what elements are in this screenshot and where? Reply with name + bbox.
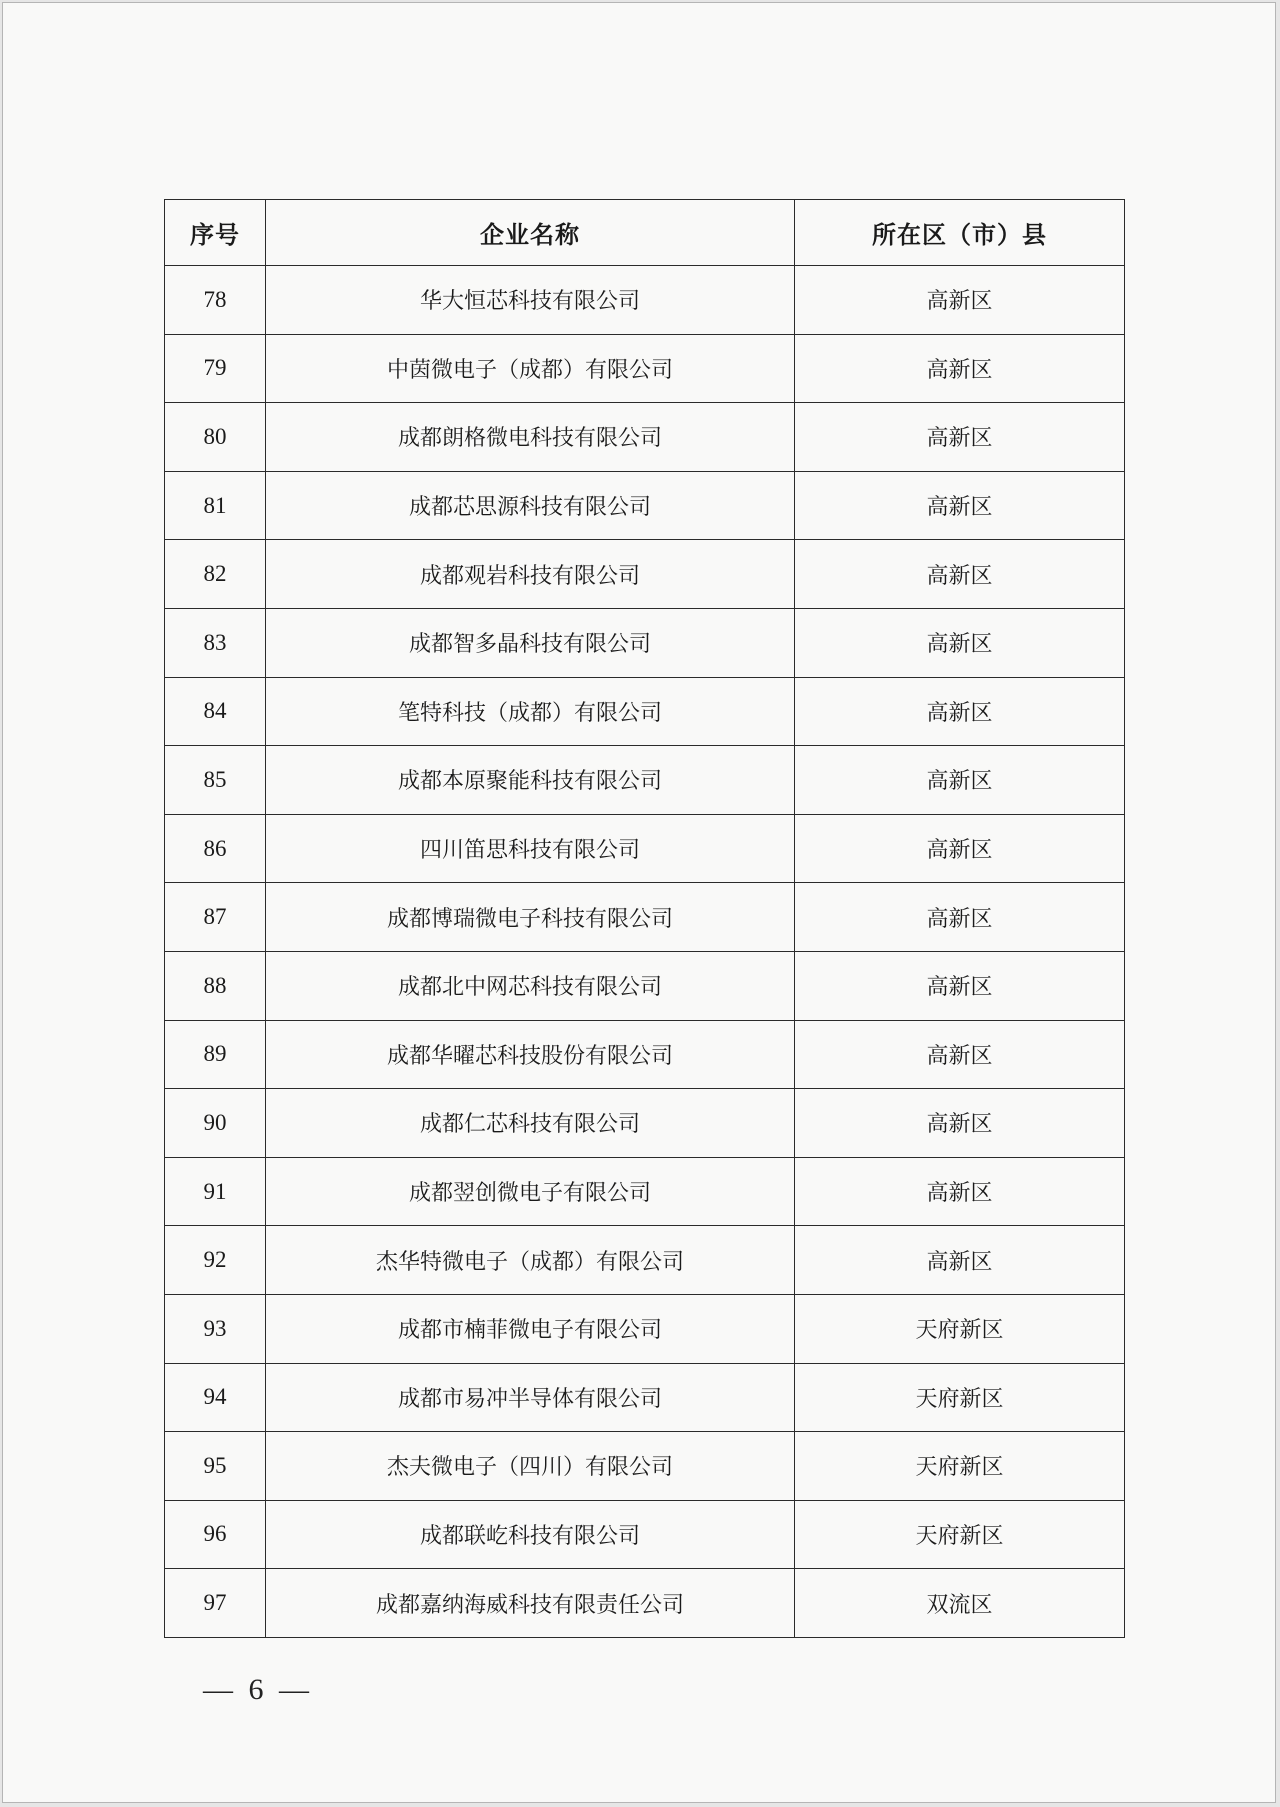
row-company-name-cell: 成都华曜芯科技股份有限公司 (266, 1020, 795, 1089)
row-seq-cell: 88 (165, 951, 266, 1020)
row-company-name-cell: 成都翌创微电子有限公司 (266, 1157, 795, 1226)
row-district-cell: 高新区 (795, 403, 1125, 472)
table-row (165, 677, 1125, 746)
row-seq-cell: 82 (165, 540, 266, 609)
table-row (165, 1294, 1125, 1363)
row-company-name-cell: 成都智多晶科技有限公司 (266, 608, 795, 677)
row-seq-cell: 81 (165, 471, 266, 540)
row-company-name-cell: 成都朗格微电科技有限公司 (266, 403, 795, 472)
row-company-name-cell: 杰华特微电子（成都）有限公司 (266, 1226, 795, 1295)
row-seq-cell: 85 (165, 746, 266, 815)
row-seq-cell: 92 (165, 1226, 266, 1295)
row-district-cell: 天府新区 (795, 1294, 1125, 1363)
row-company-name-cell: 成都嘉纳海威科技有限责任公司 (266, 1569, 795, 1638)
row-district-cell: 高新区 (795, 677, 1125, 746)
row-seq-cell: 78 (165, 266, 266, 335)
row-district-cell: 高新区 (795, 814, 1125, 883)
row-district-cell: 高新区 (795, 1226, 1125, 1295)
table-row (165, 1569, 1125, 1638)
row-district-cell: 高新区 (795, 266, 1125, 335)
table-row (165, 746, 1125, 815)
header-seq: 序号 (165, 200, 266, 266)
table-header-row (165, 200, 1125, 266)
row-company-name-cell: 华大恒芯科技有限公司 (266, 266, 795, 335)
header-district: 所在区（市）县 (795, 200, 1125, 266)
row-seq-cell: 84 (165, 677, 266, 746)
row-seq-cell: 93 (165, 1294, 266, 1363)
row-company-name-cell: 成都博瑞微电子科技有限公司 (266, 883, 795, 952)
table-row (165, 1089, 1125, 1158)
row-district-cell: 高新区 (795, 1157, 1125, 1226)
row-district-cell: 天府新区 (795, 1432, 1125, 1501)
table-row (165, 1500, 1125, 1569)
row-district-cell: 天府新区 (795, 1500, 1125, 1569)
row-seq-cell: 96 (165, 1500, 266, 1569)
row-company-name-cell: 笔特科技（成都）有限公司 (266, 677, 795, 746)
row-company-name-cell: 四川笛思科技有限公司 (266, 814, 795, 883)
row-district-cell: 高新区 (795, 540, 1125, 609)
table-row (165, 1020, 1125, 1089)
table-row (165, 1226, 1125, 1295)
row-district-cell: 高新区 (795, 334, 1125, 403)
row-district-cell: 高新区 (795, 1020, 1125, 1089)
table-row (165, 608, 1125, 677)
table-row (165, 1157, 1125, 1226)
row-seq-cell: 83 (165, 608, 266, 677)
row-district-cell: 高新区 (795, 608, 1125, 677)
row-district-cell: 天府新区 (795, 1363, 1125, 1432)
row-seq-cell: 79 (165, 334, 266, 403)
table-row (165, 883, 1125, 952)
row-company-name-cell: 成都市易冲半导体有限公司 (266, 1363, 795, 1432)
row-company-name-cell: 杰夫微电子（四川）有限公司 (266, 1432, 795, 1501)
row-seq-cell: 89 (165, 1020, 266, 1089)
row-company-name-cell: 成都市楠菲微电子有限公司 (266, 1294, 795, 1363)
row-seq-cell: 86 (165, 814, 266, 883)
table-row (165, 334, 1125, 403)
document-page (2, 2, 1276, 1803)
row-company-name-cell: 成都观岩科技有限公司 (266, 540, 795, 609)
table-row (165, 403, 1125, 472)
row-district-cell: 高新区 (795, 1089, 1125, 1158)
company-table (164, 199, 1125, 1638)
row-seq-cell: 91 (165, 1157, 266, 1226)
row-company-name-cell: 成都北中网芯科技有限公司 (266, 951, 795, 1020)
table-row (165, 1432, 1125, 1501)
page-number: — 6 — (203, 1673, 313, 1706)
table-row (165, 471, 1125, 540)
row-seq-cell: 97 (165, 1569, 266, 1638)
table-row (165, 266, 1125, 335)
row-district-cell: 高新区 (795, 951, 1125, 1020)
row-company-name-cell: 成都本原聚能科技有限公司 (266, 746, 795, 815)
row-company-name-cell: 成都仁芯科技有限公司 (266, 1089, 795, 1158)
row-seq-cell: 87 (165, 883, 266, 952)
row-district-cell: 高新区 (795, 883, 1125, 952)
row-seq-cell: 80 (165, 403, 266, 472)
table-body (165, 266, 1125, 1638)
row-seq-cell: 90 (165, 1089, 266, 1158)
table-row (165, 814, 1125, 883)
table-row (165, 951, 1125, 1020)
row-seq-cell: 95 (165, 1432, 266, 1501)
row-company-name-cell: 成都芯思源科技有限公司 (266, 471, 795, 540)
header-company-name: 企业名称 (266, 200, 795, 266)
row-company-name-cell: 成都联屹科技有限公司 (266, 1500, 795, 1569)
row-seq-cell: 94 (165, 1363, 266, 1432)
row-company-name-cell: 中茵微电子（成都）有限公司 (266, 334, 795, 403)
row-district-cell: 双流区 (795, 1569, 1125, 1638)
table-row (165, 540, 1125, 609)
row-district-cell: 高新区 (795, 746, 1125, 815)
table-row (165, 1363, 1125, 1432)
row-district-cell: 高新区 (795, 471, 1125, 540)
